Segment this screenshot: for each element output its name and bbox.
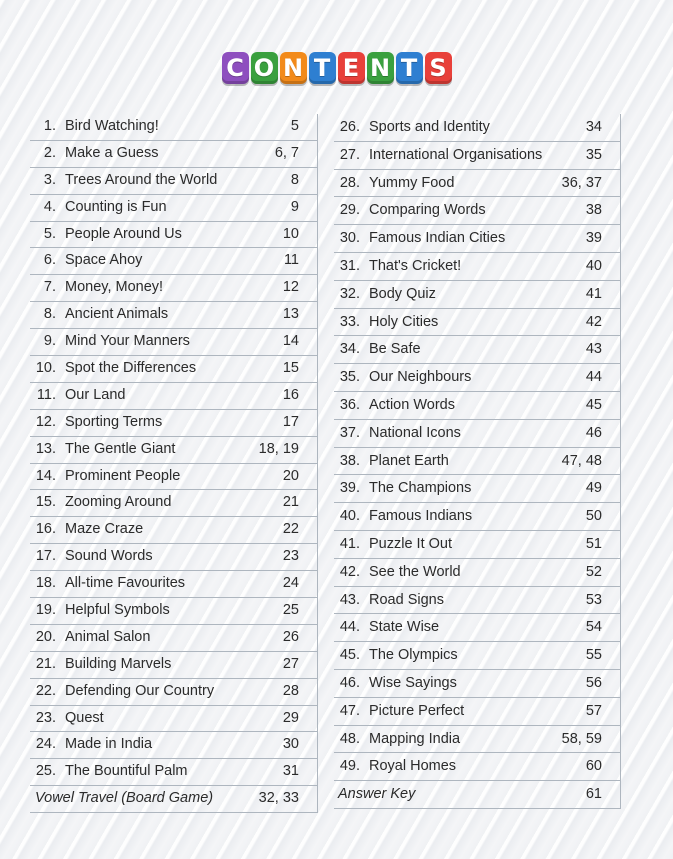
entry-page-number: 31 bbox=[282, 763, 299, 780]
contents-entry bbox=[334, 364, 621, 392]
entry-number: 4. bbox=[43, 198, 56, 215]
entry-page-number: 15 bbox=[282, 360, 299, 377]
entry-number: 16. bbox=[35, 521, 56, 538]
entry-title: Answer Key bbox=[338, 786, 416, 803]
contents-entry bbox=[30, 490, 318, 517]
contents-entry bbox=[334, 559, 621, 587]
entry-number: 31. bbox=[339, 257, 360, 274]
contents-entry bbox=[334, 392, 621, 420]
entry-page-number: 43 bbox=[585, 341, 602, 358]
entry-page-number: 61 bbox=[585, 786, 602, 803]
entry-title: Spot the Differences bbox=[65, 360, 197, 377]
entry-page-number: 9 bbox=[290, 198, 299, 215]
entry-title: The Gentle Giant bbox=[65, 440, 176, 457]
entry-title: Money, Money! bbox=[65, 279, 164, 296]
contents-entry bbox=[334, 726, 621, 754]
entry-number: 14. bbox=[35, 467, 56, 484]
entry-page-number: 21 bbox=[282, 494, 299, 511]
entry-page-number: 49 bbox=[585, 480, 602, 497]
contents-entry bbox=[30, 302, 318, 329]
contents-heading bbox=[0, 52, 673, 92]
contents-entry bbox=[334, 475, 621, 503]
entry-page-number: 20 bbox=[282, 467, 299, 484]
entry-page-number: 18, 19 bbox=[258, 440, 299, 457]
entry-number: 29. bbox=[339, 202, 360, 219]
entry-title: The Bountiful Palm bbox=[65, 763, 188, 780]
title-letter-tile: N bbox=[280, 52, 307, 84]
entry-number: 40. bbox=[339, 508, 360, 525]
entry-page-number: 11 bbox=[283, 252, 299, 269]
entry-number: 28. bbox=[339, 174, 360, 191]
contents-entry bbox=[30, 141, 318, 168]
entry-title: Be Safe bbox=[369, 341, 421, 358]
entry-title: Quest bbox=[65, 709, 104, 726]
contents-column-left bbox=[30, 114, 318, 813]
contents-entry bbox=[334, 448, 621, 476]
entry-title: Picture Perfect bbox=[369, 702, 465, 719]
entry-page-number: 5 bbox=[290, 118, 299, 134]
title-letter-tile: C bbox=[222, 52, 249, 84]
entry-number: 17. bbox=[35, 548, 56, 565]
entry-title: Bird Watching! bbox=[65, 118, 159, 134]
entry-number: 15. bbox=[35, 494, 56, 511]
entry-title: Mapping India bbox=[369, 730, 461, 747]
entry-title: Road Signs bbox=[369, 591, 444, 608]
entry-number: 11. bbox=[36, 386, 56, 403]
contents-entry bbox=[30, 652, 318, 679]
entry-title: Vowel Travel (Board Game) bbox=[35, 790, 214, 807]
contents-entry bbox=[334, 670, 621, 698]
entry-number: 12. bbox=[35, 413, 56, 430]
entry-number: 36. bbox=[339, 396, 360, 413]
contents-entry bbox=[334, 642, 621, 670]
entry-title: Puzzle It Out bbox=[369, 535, 453, 552]
entry-page-number: 39 bbox=[585, 230, 602, 247]
contents-extra-entry bbox=[334, 781, 621, 809]
entry-title: Our Land bbox=[65, 386, 126, 403]
entry-number: 24. bbox=[35, 736, 56, 753]
entry-page-number: 57 bbox=[585, 702, 602, 719]
entry-title: Animal Salon bbox=[65, 628, 151, 645]
title-letter-tile: E bbox=[338, 52, 365, 84]
entry-number: 49. bbox=[339, 758, 360, 775]
contents-entry bbox=[334, 336, 621, 364]
entry-number: 41. bbox=[339, 535, 360, 552]
entry-number: 9. bbox=[43, 333, 56, 350]
entry-number: 32. bbox=[339, 285, 360, 302]
entry-page-number: 36, 37 bbox=[561, 174, 602, 191]
entry-number: 22. bbox=[35, 682, 56, 699]
entry-number: 25. bbox=[35, 763, 56, 780]
entry-title: Defending Our Country bbox=[65, 682, 215, 699]
contents-entry bbox=[30, 383, 318, 410]
entry-title: See the World bbox=[369, 563, 461, 580]
entry-page-number: 58, 59 bbox=[561, 730, 602, 747]
entry-page-number: 56 bbox=[585, 674, 602, 691]
entry-number: 46. bbox=[339, 674, 360, 691]
entry-page-number: 35 bbox=[585, 146, 602, 163]
contents-entry bbox=[30, 114, 318, 141]
contents-entry bbox=[334, 614, 621, 642]
entry-page-number: 40 bbox=[585, 257, 602, 274]
entry-page-number: 6, 7 bbox=[274, 144, 299, 161]
entry-page-number: 8 bbox=[290, 171, 299, 188]
entry-number: 33. bbox=[339, 313, 360, 330]
entry-number: 10. bbox=[35, 360, 56, 377]
entry-title: Building Marvels bbox=[65, 655, 172, 672]
entry-number: 20. bbox=[35, 628, 56, 645]
entry-page-number: 45 bbox=[585, 396, 602, 413]
entry-page-number: 52 bbox=[585, 563, 602, 580]
entry-page-number: 44 bbox=[585, 369, 602, 386]
entry-number: 23. bbox=[35, 709, 56, 726]
entry-page-number: 34 bbox=[585, 119, 602, 135]
contents-entry bbox=[334, 587, 621, 615]
entry-number: 6. bbox=[43, 252, 56, 269]
entry-number: 44. bbox=[339, 619, 360, 636]
entry-title: People Around Us bbox=[65, 225, 182, 242]
entry-title: Zooming Around bbox=[65, 494, 172, 511]
entry-page-number: 24 bbox=[282, 575, 299, 592]
contents-column-right bbox=[334, 114, 621, 809]
entry-title: National Icons bbox=[369, 424, 461, 441]
entry-page-number: 23 bbox=[282, 548, 299, 565]
entry-page-number: 53 bbox=[585, 591, 602, 608]
entry-title: Maze Craze bbox=[65, 521, 144, 538]
entry-number: 26. bbox=[339, 119, 360, 135]
entry-title: Yummy Food bbox=[369, 174, 455, 191]
entry-title: Made in India bbox=[65, 736, 153, 753]
entry-title: The Olympics bbox=[369, 647, 458, 664]
contents-entry bbox=[334, 170, 621, 198]
entry-title: Comparing Words bbox=[369, 202, 486, 219]
entry-page-number: 27 bbox=[282, 655, 299, 672]
entry-page-number: 28 bbox=[282, 682, 299, 699]
contents-entry bbox=[30, 195, 318, 222]
entry-number: 2. bbox=[43, 144, 56, 161]
entry-number: 13. bbox=[35, 440, 56, 457]
entry-title: Prominent People bbox=[65, 467, 181, 484]
entry-page-number: 17 bbox=[282, 413, 299, 430]
entry-number: 5. bbox=[43, 225, 56, 242]
entry-title: All-time Favourites bbox=[65, 575, 186, 592]
entry-number: 21. bbox=[35, 655, 56, 672]
entry-page-number: 50 bbox=[585, 508, 602, 525]
entry-number: 37. bbox=[339, 424, 360, 441]
entry-title: Wise Sayings bbox=[369, 674, 457, 691]
contents-entry bbox=[334, 698, 621, 726]
entry-page-number: 41 bbox=[585, 285, 602, 302]
entry-page-number: 46 bbox=[585, 424, 602, 441]
contents-entry bbox=[30, 356, 318, 383]
contents-entry bbox=[334, 281, 621, 309]
entry-number: 45. bbox=[339, 647, 360, 664]
contents-entry bbox=[334, 197, 621, 225]
contents-entry bbox=[30, 248, 318, 275]
contents-entry bbox=[30, 598, 318, 625]
entry-title: Body Quiz bbox=[369, 285, 436, 302]
contents-entry bbox=[30, 275, 318, 302]
entry-title: Helpful Symbols bbox=[65, 602, 170, 619]
entry-page-number: 38 bbox=[585, 202, 602, 219]
contents-extra-entry bbox=[30, 786, 318, 813]
entry-number: 1. bbox=[43, 118, 56, 134]
entry-title: Famous Indians bbox=[369, 508, 473, 525]
contents-entry bbox=[30, 464, 318, 491]
title-letter-tile: N bbox=[367, 52, 394, 84]
contents-entry bbox=[30, 437, 318, 464]
title-letter-tile: S bbox=[425, 52, 452, 84]
contents-entry bbox=[334, 753, 621, 781]
entry-title: Trees Around the World bbox=[65, 171, 218, 188]
contents-entry bbox=[30, 706, 318, 733]
entry-number: 35. bbox=[339, 369, 360, 386]
entry-number: 48. bbox=[339, 730, 360, 747]
entry-title: Royal Homes bbox=[369, 758, 457, 775]
entry-title: Space Ahoy bbox=[65, 252, 143, 269]
contents-entry bbox=[334, 253, 621, 281]
entry-title: Ancient Animals bbox=[65, 306, 169, 323]
entry-page-number: 47, 48 bbox=[561, 452, 602, 469]
contents-entry bbox=[30, 329, 318, 356]
entry-title: Our Neighbours bbox=[369, 369, 472, 386]
contents-entry bbox=[30, 759, 318, 786]
entry-page-number: 42 bbox=[585, 313, 602, 330]
entry-title: Mind Your Manners bbox=[65, 333, 190, 350]
entry-title: Planet Earth bbox=[369, 452, 449, 469]
entry-page-number: 16 bbox=[282, 386, 299, 403]
entry-number: 30. bbox=[339, 230, 360, 247]
entry-page-number: 10 bbox=[282, 225, 299, 242]
entry-number: 8. bbox=[43, 306, 56, 323]
entry-title: International Organisations bbox=[369, 146, 543, 163]
entry-title: State Wise bbox=[369, 619, 440, 636]
entry-page-number: 32, 33 bbox=[258, 790, 299, 807]
entry-number: 34. bbox=[339, 341, 360, 358]
contents-entry bbox=[334, 114, 621, 142]
entry-number: 43. bbox=[339, 591, 360, 608]
entry-title: The Champions bbox=[369, 480, 472, 497]
entry-page-number: 60 bbox=[585, 758, 602, 775]
title-letter-tile: T bbox=[309, 52, 336, 84]
entry-number: 38. bbox=[339, 452, 360, 469]
entry-title: Sporting Terms bbox=[65, 413, 163, 430]
contents-entry bbox=[334, 225, 621, 253]
contents-entry bbox=[30, 410, 318, 437]
entry-title: Sports and Identity bbox=[369, 119, 490, 135]
contents-entry bbox=[30, 679, 318, 706]
entry-number: 47. bbox=[339, 702, 360, 719]
entry-number: 19. bbox=[35, 602, 56, 619]
contents-entry bbox=[30, 625, 318, 652]
contents-entry bbox=[334, 309, 621, 337]
entry-page-number: 30 bbox=[282, 736, 299, 753]
entry-number: 27. bbox=[339, 146, 360, 163]
contents-entry bbox=[334, 503, 621, 531]
entry-title: Famous Indian Cities bbox=[369, 230, 506, 247]
contents-entry bbox=[30, 517, 318, 544]
entry-page-number: 54 bbox=[585, 619, 602, 636]
title-letter-tile: T bbox=[396, 52, 423, 84]
contents-entry bbox=[30, 732, 318, 759]
contents-entry bbox=[334, 420, 621, 448]
contents-entry bbox=[334, 142, 621, 170]
contents-entry bbox=[30, 571, 318, 598]
entry-page-number: 13 bbox=[282, 306, 299, 323]
entry-number: 42. bbox=[339, 563, 360, 580]
entry-title: Make a Guess bbox=[65, 144, 159, 161]
entry-title: Counting is Fun bbox=[65, 198, 167, 215]
entry-title: Sound Words bbox=[65, 548, 153, 565]
contents-entry bbox=[30, 544, 318, 571]
entry-page-number: 55 bbox=[585, 647, 602, 664]
entry-page-number: 26 bbox=[282, 628, 299, 645]
title-letter-tile: O bbox=[251, 52, 278, 84]
entry-number: 7. bbox=[43, 279, 56, 296]
entry-title: That's Cricket! bbox=[369, 257, 462, 274]
entry-page-number: 51 bbox=[585, 535, 602, 552]
contents-entry bbox=[30, 168, 318, 195]
contents-entry bbox=[30, 222, 318, 249]
entry-title: Holy Cities bbox=[369, 313, 439, 330]
entry-page-number: 29 bbox=[282, 709, 299, 726]
contents-entry bbox=[334, 531, 621, 559]
entry-number: 39. bbox=[339, 480, 360, 497]
entry-number: 3. bbox=[43, 171, 56, 188]
entry-number: 18. bbox=[35, 575, 56, 592]
entry-page-number: 22 bbox=[282, 521, 299, 538]
entry-title: Action Words bbox=[369, 396, 455, 413]
entry-page-number: 25 bbox=[282, 602, 299, 619]
entry-page-number: 14 bbox=[282, 333, 299, 350]
entry-page-number: 12 bbox=[282, 279, 299, 296]
